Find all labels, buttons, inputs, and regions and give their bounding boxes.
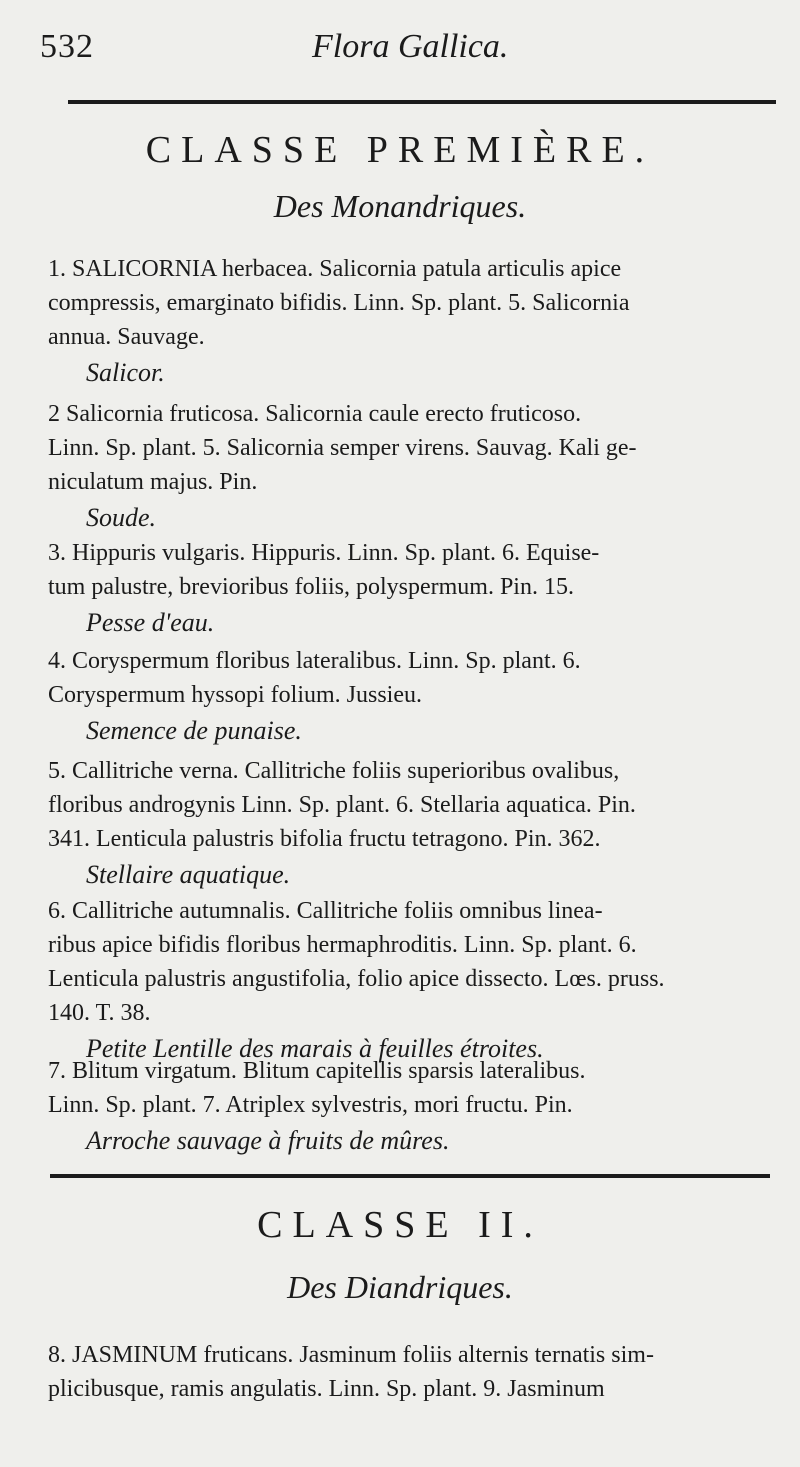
- entry-5: [48, 754, 780, 892]
- entry-1: [48, 252, 780, 390]
- entry-3-line-2: tum palustre, brevioribus foliis, polyspermum. Pin. 15.: [48, 574, 574, 600]
- entry-6: [48, 894, 780, 1066]
- entry-6-line-1: 6. Callitriche autumnalis. Callitriche foliis omnibus linea-: [48, 898, 603, 924]
- entry-2-line-2: Linn. Sp. plant. 5. Salicornia semper virens. Sauvag. Kali ge-: [48, 435, 637, 461]
- entry-1-line-1: 1. SALICORNIA herbacea. Salicornia patula articulis apice: [48, 256, 622, 282]
- entry-7-line-1: 7. Blitum virgatum. Blitum capitellis sparsis lateralibus.: [48, 1058, 586, 1084]
- entry-8: [48, 1338, 780, 1406]
- entry-5-line-2: floribus androgynis Linn. Sp. plant. 6. Stellaria aquatica. Pin.: [48, 792, 636, 818]
- entry-1-line-3: annua. Sauvage.: [48, 324, 205, 350]
- entry-1-line-2: compressis, emarginato bifidis. Linn. Sp. plant. 5. Salicornia: [48, 290, 630, 316]
- entry-6-line-2: ribus apice bifidis floribus hermaphroditis. Linn. Sp. plant. 6.: [48, 932, 637, 958]
- entry-6-line-3: Lenticula palustris angustifolia, folio apice dissecto. Lœs. pruss.: [48, 966, 665, 992]
- entry-2: [48, 397, 780, 535]
- page-header: [0, 22, 800, 70]
- entry-4-common-name: Semence de punaise.: [86, 716, 302, 745]
- class-2-title: CLASSE II.: [257, 1204, 543, 1246]
- entry-1-common-name: Salicor.: [86, 358, 165, 387]
- entry-7-line-2: Linn. Sp. plant. 7. Atriplex sylvestris, mori fructu. Pin.: [48, 1092, 573, 1118]
- class-1-subtitle: Des Monandriques.: [273, 188, 527, 224]
- entry-3: [48, 536, 780, 640]
- entry-2-line-3: niculatum majus. Pin.: [48, 469, 258, 495]
- entry-4-line-2: Coryspermum hyssopi folium. Jussieu.: [48, 682, 423, 708]
- class-2-subtitle: Des Diandriques.: [287, 1269, 513, 1305]
- entry-8-line-1: 8. JASMINUM fruticans. Jasminum foliis alternis ternatis sim-: [48, 1342, 654, 1368]
- entry-7: [48, 1054, 780, 1158]
- entry-3-line-1: 3. Hippuris vulgaris. Hippuris. Linn. Sp. plant. 6. Equise-: [48, 540, 600, 566]
- entry-4-line-1: 4. Coryspermum floribus lateralibus. Linn. Sp. plant. 6.: [48, 648, 581, 674]
- entry-7-common-name: Arroche sauvage à fruits de mûres.: [86, 1126, 450, 1155]
- section-rule: [50, 1174, 770, 1178]
- entry-5-common-name: Stellaire aquatique.: [86, 860, 291, 889]
- page-number: 532: [40, 28, 94, 65]
- entry-3-common-name: Pesse d'eau.: [86, 608, 215, 637]
- top-rule: [68, 100, 776, 104]
- entry-4: [48, 644, 780, 748]
- entry-8-line-2: plicibusque, ramis angulatis. Linn. Sp. plant. 9. Jasminum: [48, 1376, 605, 1402]
- entry-6-line-4: 140. T. 38.: [48, 1000, 151, 1026]
- entry-2-common-name: Soude.: [86, 503, 157, 532]
- entry-2-line-1: 2 Salicornia fruticosa. Salicornia caule erecto fruticoso.: [48, 401, 582, 427]
- entry-6-common-name: Petite Lentille des marais à feuilles étroites.: [86, 1034, 544, 1063]
- class-1-title: CLASSE PREMIÈRE.: [145, 129, 655, 171]
- entry-5-line-3: 341. Lenticula palustris bifolia fructu tetragono. Pin. 362.: [48, 826, 601, 852]
- entry-5-line-1: 5. Callitriche verna. Callitriche foliis superioribus ovalibus,: [48, 758, 620, 784]
- running-title: Flora Gallica.: [312, 28, 509, 65]
